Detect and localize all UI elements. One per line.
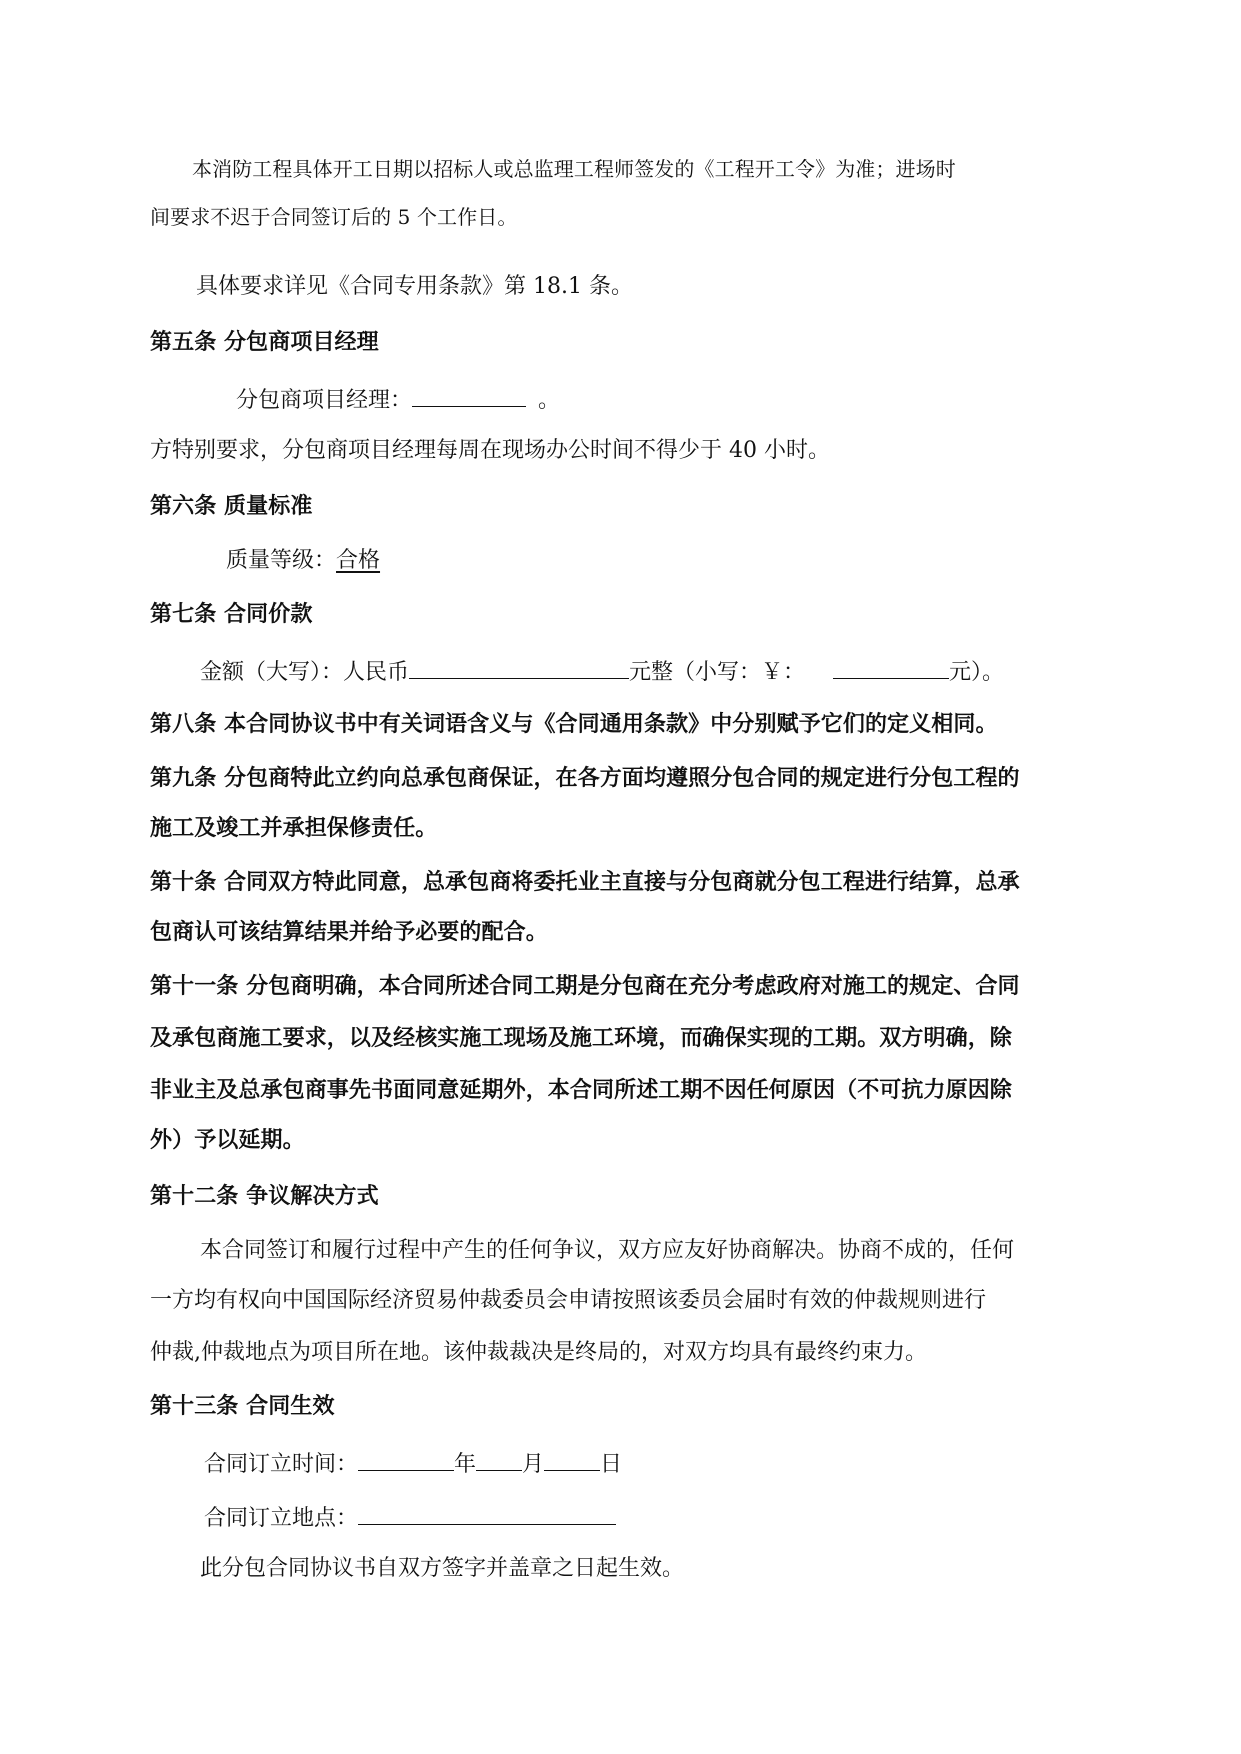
article5-heading: 第五条 分包商项目经理: [150, 330, 379, 355]
article11-line1: 第十一条 分包商明确，本合同所述合同工期是分包商在充分考虑政府对施工的规定、合同: [150, 974, 1020, 999]
year-label: 年: [454, 1452, 477, 1477]
contract-date-label: 合同订立时间：: [204, 1452, 359, 1477]
article4-reference: 具体要求详见《合同专用条款》第 18.1 条。: [196, 274, 633, 299]
contract-place-line: [204, 1500, 616, 1534]
article11-line2: 及承包商施工要求，以及经核实施工现场及施工环境，而确保实现的工期。双方明确，除: [150, 1026, 1012, 1051]
article10-line2: 包商认可该结算结果并给予必要的配合。: [150, 920, 548, 945]
article8-text: 第八条 本合同协议书中有关词语含义与《合同通用条款》中分别赋予它们的定义相同。: [150, 712, 998, 737]
article9-line2: 施工及竣工并承担保修责任。: [150, 816, 438, 841]
day-blank[interactable]: [544, 1446, 600, 1471]
project-manager-blank[interactable]: [412, 382, 526, 407]
contract-effect: 此分包合同协议书自双方签字并盖章之日起生效。: [200, 1556, 685, 1581]
day-label: 日: [600, 1452, 623, 1477]
project-manager-end: 。: [538, 388, 561, 413]
article10-line1: 第十条 合同双方特此同意，总承包商将委托业主直接与分包商就分包工程进行结算，总承: [150, 870, 1020, 895]
contract-place-label: 合同订立地点：: [204, 1506, 359, 1531]
article13-heading: 第十三条 合同生效: [150, 1394, 335, 1419]
month-blank[interactable]: [476, 1446, 522, 1471]
article12-line3: 仲裁,仲裁地点为项目所在地。该仲裁裁决是终局的，对双方均具有最终约束力。: [150, 1340, 927, 1365]
article4-paragraph-line1: 本消防工程具体开工日期以招标人或总监理工程师签发的《工程开工令》为准；进场时: [192, 157, 956, 181]
article4-paragraph-line2: 间要求不迟于合同签订后的 5 个工作日。: [150, 205, 518, 229]
amount-figure-blank[interactable]: [833, 654, 949, 679]
year-blank[interactable]: [358, 1446, 454, 1471]
article11-line4: 外）予以延期。: [150, 1128, 305, 1153]
amount-end: 元）。: [949, 660, 1005, 685]
quality-label: 质量等级：: [226, 548, 337, 573]
month-label: 月: [522, 1452, 545, 1477]
amount-label: 金额（大写）：人民币: [200, 660, 410, 685]
project-manager-requirement: 方特别要求，分包商项目经理每周在现场办公时间不得少于 40 小时。: [150, 438, 830, 463]
article12-line2: 一方均有权向中国国际经济贸易仲裁委员会申请按照该委员会届时有效的仲裁规则进行: [150, 1288, 987, 1313]
amount-mid: 元整（小写：￥：: [629, 660, 806, 685]
amount-capital-blank[interactable]: [409, 654, 629, 679]
place-blank[interactable]: [358, 1500, 616, 1525]
article6-heading: 第六条 质量标准: [150, 494, 313, 519]
quality-value: 合格: [336, 548, 381, 573]
quality-line: [226, 546, 380, 576]
article12-heading: 第十二条 争议解决方式: [150, 1184, 379, 1209]
article9-line1: 第九条 分包商特此立约向总承包商保证，在各方面均遵照分包合同的规定进行分包工程的: [150, 766, 1020, 791]
project-manager-label: 分包商项目经理：: [236, 388, 413, 413]
article7-heading: 第七条 合同价款: [150, 602, 313, 627]
amount-line: [200, 654, 1004, 688]
article12-line1: 本合同签订和履行过程中产生的任何争议，双方应友好协商解决。协商不成的，任何: [200, 1238, 1015, 1263]
contract-date-line: [204, 1446, 622, 1480]
article11-line3: 非业主及总承包商事先书面同意延期外，本合同所述工期不因任何原因（不可抗力原因除: [150, 1078, 1012, 1103]
project-manager-line: [236, 382, 560, 416]
